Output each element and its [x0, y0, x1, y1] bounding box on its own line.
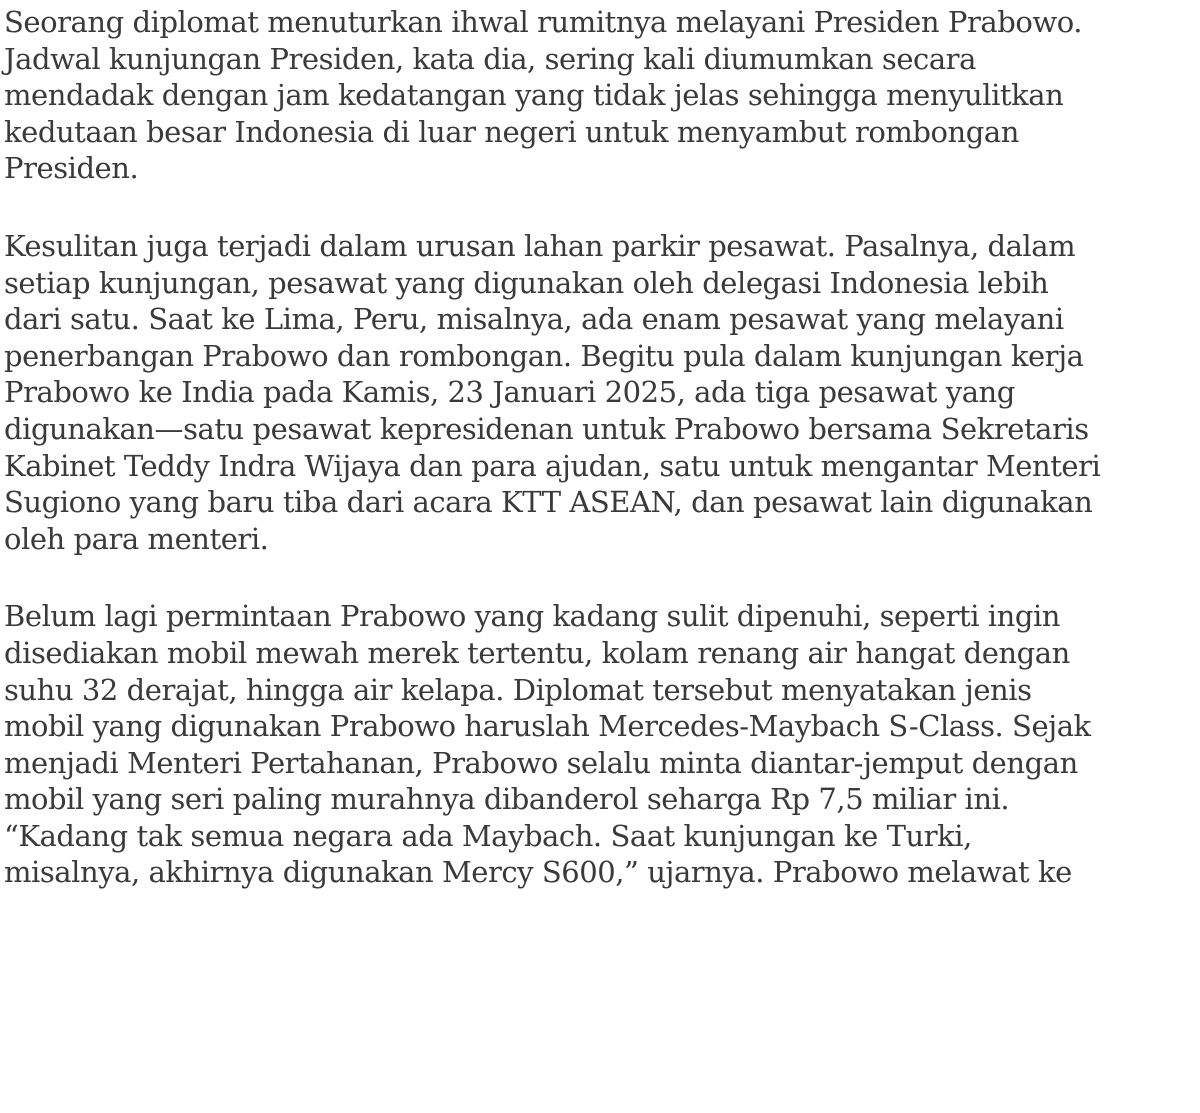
- text-line: misalnya, akhirnya digunakan Mercy S600,” ujarnya. Prabowo melawat ke: [4, 855, 1072, 890]
- article-body: [4, 0, 1200, 891]
- text-line: Presiden.: [4, 151, 139, 186]
- text-line: dari satu. Saat ke Lima, Peru, misalnya, ada enam pesawat yang melayani: [4, 302, 1064, 337]
- text-line: mobil yang seri paling murahnya dibanderol seharga Rp 7,5 miliar ini.: [4, 782, 1010, 817]
- text-line: Kabinet Teddy Indra Wijaya dan para ajudan, satu untuk mengantar Menteri: [4, 448, 1101, 483]
- text-line: oleh para menteri.: [4, 521, 269, 556]
- text-line: Belum lagi permintaan Prabowo yang kadang sulit dipenuhi, seperti ingin: [4, 599, 1061, 634]
- text-line: Prabowo ke India pada Kamis, 23 Januari 2025, ada tiga pesawat yang: [4, 375, 1015, 410]
- text-line: disediakan mobil mewah merek tertentu, kolam renang air hangat dengan: [4, 635, 1070, 670]
- text-line: Jadwal kunjungan Presiden, kata dia, sering kali diumumkan secara: [4, 41, 976, 76]
- text-line: mobil yang digunakan Prabowo haruslah Mercedes-Maybach S-Class. Sejak: [4, 709, 1091, 744]
- paragraph-3: [4, 598, 1200, 891]
- text-line: mendadak dengan jam kedatangan yang tidak jelas sehingga menyulitkan: [4, 78, 1064, 113]
- text-line: Seorang diplomat menuturkan ihwal rumitnya melayani Presiden Prabowo.: [4, 5, 1082, 39]
- text-line: “Kadang tak semua negara ada Maybach. Saat kunjungan ke Turki,: [4, 818, 972, 853]
- text-line: menjadi Menteri Pertahanan, Prabowo selalu minta diantar-jemput dengan: [4, 745, 1078, 780]
- paragraph-2: [4, 228, 1200, 557]
- text-line: kedutaan besar Indonesia di luar negeri untuk menyambut rombongan: [4, 114, 1019, 149]
- text-line: Sugiono yang baru tiba dari acara KTT ASEAN, dan pesawat lain digunakan: [4, 485, 1093, 520]
- text-line: penerbangan Prabowo dan rombongan. Begitu pula dalam kunjungan kerja: [4, 338, 1084, 373]
- text-line: setiap kunjungan, pesawat yang digunakan oleh delegasi Indonesia lebih: [4, 265, 1049, 300]
- text-line: suhu 32 derajat, hingga air kelapa. Diplomat tersebut menyatakan jenis: [4, 672, 1032, 707]
- text-line: digunakan—satu pesawat kepresidenan untuk Prabowo bersama Sekretaris: [4, 411, 1089, 446]
- paragraph-gap: [4, 187, 1200, 228]
- paragraph-gap: [4, 557, 1200, 598]
- paragraph-1: [4, 4, 1200, 187]
- text-line: Kesulitan juga terjadi dalam urusan lahan parkir pesawat. Pasalnya, dalam: [4, 228, 1076, 263]
